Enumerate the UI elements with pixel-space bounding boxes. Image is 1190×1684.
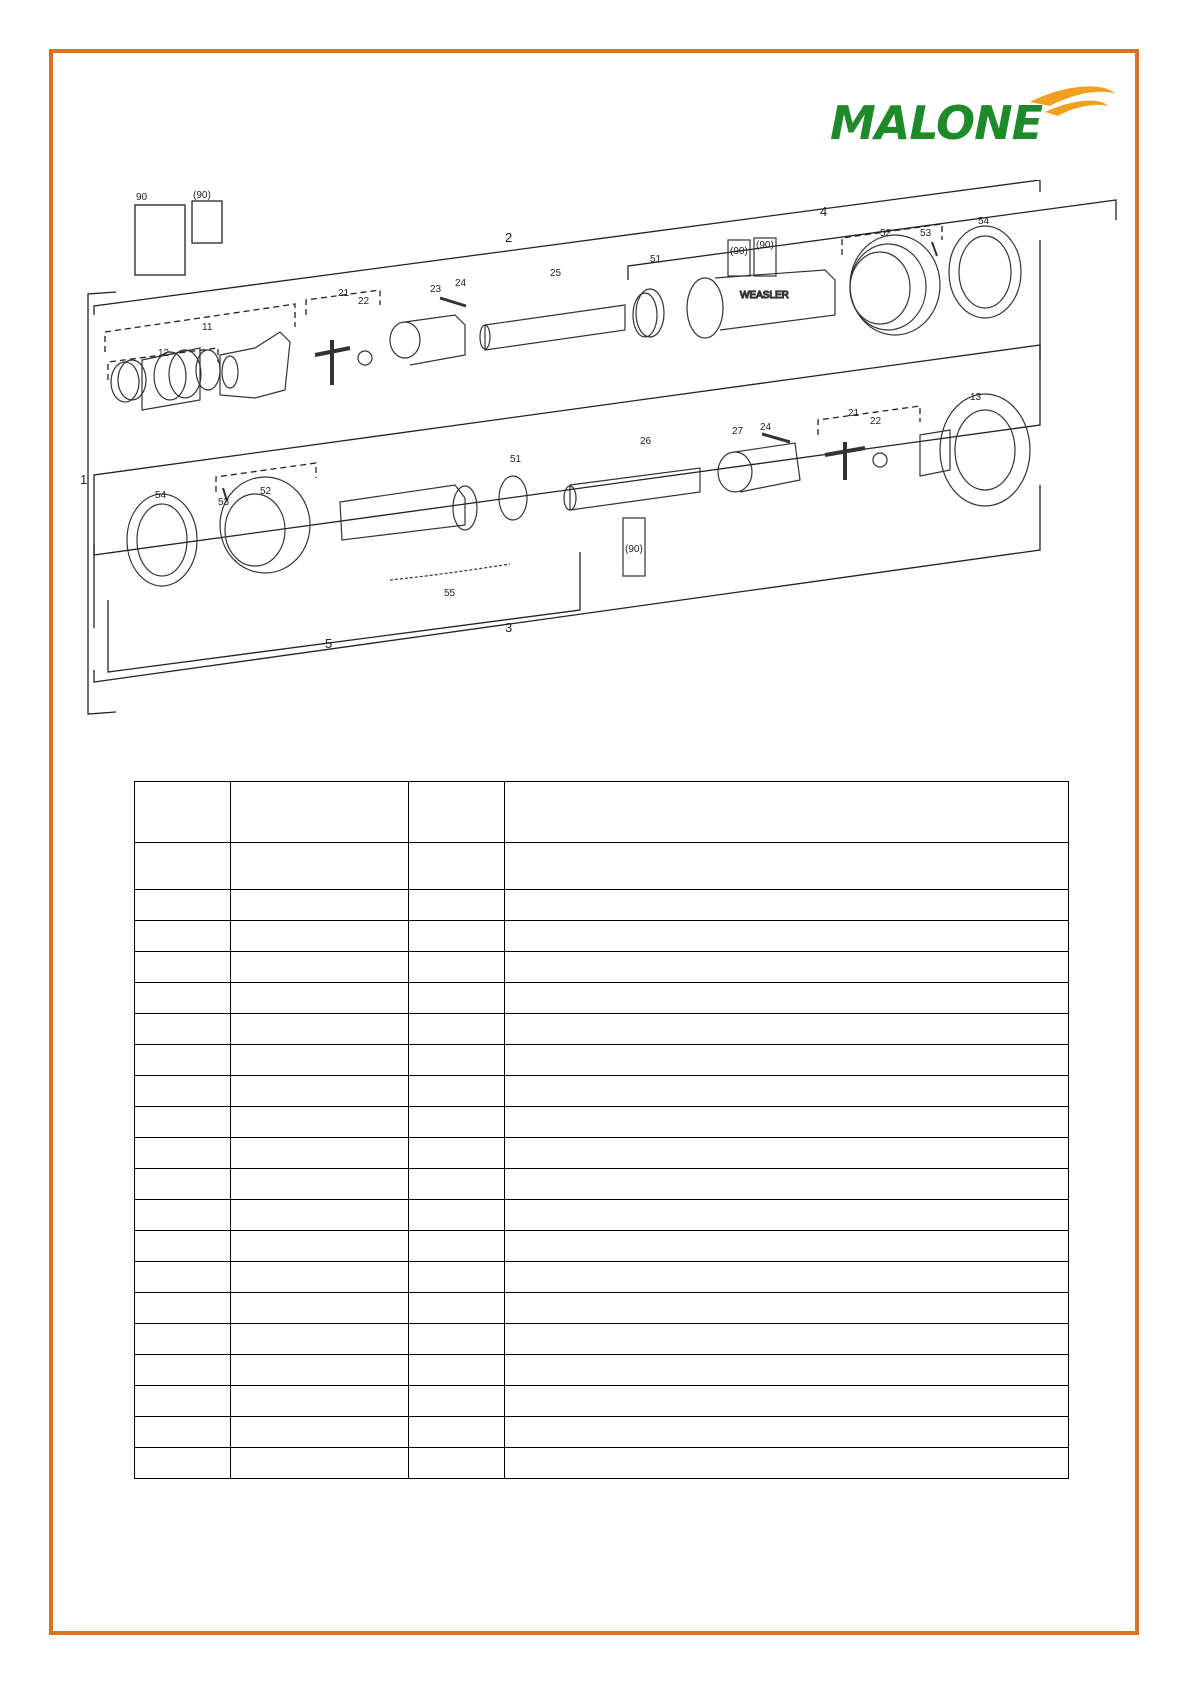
table-cell (409, 983, 505, 1014)
table-cell (505, 921, 1069, 952)
part-label: 52 (260, 486, 272, 497)
table-cell (231, 1045, 409, 1076)
table-cell (231, 983, 409, 1014)
brand-name: MALONE (830, 96, 1043, 150)
table-cell (231, 1262, 409, 1293)
label-assembly-5: 5 (325, 636, 333, 651)
table-cell (135, 1386, 231, 1417)
part-label: 54 (978, 216, 990, 227)
label-assembly-1: 1 (80, 472, 88, 487)
table-cell (231, 1231, 409, 1262)
part-label: 24 (455, 278, 467, 289)
part-label: 54 (155, 490, 167, 501)
table-cell (409, 843, 505, 890)
table-cell (135, 1324, 231, 1355)
table-cell (135, 1355, 231, 1386)
part-label: 26 (640, 436, 652, 447)
table-cell (505, 1169, 1069, 1200)
part-label: 23 (430, 284, 442, 295)
table-cell (135, 843, 231, 890)
table-cell (505, 1231, 1069, 1262)
brand-logo (830, 82, 1120, 152)
table-cell (505, 1045, 1069, 1076)
table-row (135, 1169, 1069, 1200)
part-label: (90) (193, 190, 211, 201)
label-assembly-3: 3 (505, 620, 513, 635)
table-row (135, 1014, 1069, 1045)
table-cell (505, 1076, 1069, 1107)
table-cell (505, 890, 1069, 921)
table-cell (409, 1355, 505, 1386)
table-cell (135, 1045, 231, 1076)
table-cell (409, 1417, 505, 1448)
part-label: 11 (202, 322, 213, 333)
table-cell (231, 1138, 409, 1169)
table-cell (231, 843, 409, 890)
table-cell (135, 1200, 231, 1231)
table-cell (231, 1169, 409, 1200)
table-cell (409, 1076, 505, 1107)
table-cell (409, 1200, 505, 1231)
table-cell (231, 1417, 409, 1448)
table-cell (409, 952, 505, 983)
table-cell (505, 952, 1069, 983)
table-row (135, 890, 1069, 921)
table-header-row (135, 782, 1069, 843)
label-assembly-4: 4 (820, 204, 828, 219)
table-cell (135, 983, 231, 1014)
part-label: (90) (756, 240, 774, 251)
table-header-cell (135, 782, 231, 843)
table-cell (409, 1293, 505, 1324)
table-cell (505, 1355, 1069, 1386)
part-label: 90 (136, 192, 148, 203)
table-row (135, 1324, 1069, 1355)
part-label: 22 (870, 416, 882, 427)
table-cell (409, 1138, 505, 1169)
table-cell (505, 1417, 1069, 1448)
exploded-parts-diagram (80, 180, 1150, 720)
part-label: 55 (444, 588, 456, 599)
table-cell (135, 1231, 231, 1262)
table-cell (409, 1324, 505, 1355)
table-cell (135, 1293, 231, 1324)
table-cell (409, 1014, 505, 1045)
part-label: (90) (730, 246, 748, 257)
table-cell (135, 1169, 231, 1200)
part-label: 53 (920, 228, 932, 239)
table-cell (409, 1045, 505, 1076)
part-label: (90) (625, 544, 643, 555)
table-cell (409, 1262, 505, 1293)
table-cell (135, 921, 231, 952)
table-cell (231, 1355, 409, 1386)
table-cell (231, 1448, 409, 1479)
table-row (135, 1355, 1069, 1386)
table-cell (409, 1386, 505, 1417)
table-row (135, 1045, 1069, 1076)
table-cell (505, 1324, 1069, 1355)
table-cell (505, 843, 1069, 890)
table-row (135, 921, 1069, 952)
table-row (135, 1448, 1069, 1479)
part-label: 21 (848, 408, 860, 419)
part-label: 22 (358, 296, 370, 307)
table-cell (135, 1107, 231, 1138)
table-cell (505, 1107, 1069, 1138)
table-row (135, 983, 1069, 1014)
table-cell (505, 983, 1069, 1014)
table-cell (231, 890, 409, 921)
table-cell (135, 1448, 231, 1479)
table-header-cell (231, 782, 409, 843)
table-header-cell (505, 782, 1069, 843)
part-label: 51 (510, 454, 522, 465)
table-cell (409, 1448, 505, 1479)
table-cell (135, 952, 231, 983)
table-cell (231, 1386, 409, 1417)
table-row (135, 1138, 1069, 1169)
table-cell (135, 1076, 231, 1107)
table-row (135, 1417, 1069, 1448)
table-cell (135, 890, 231, 921)
table-cell (409, 1169, 505, 1200)
table-cell (409, 1107, 505, 1138)
table-cell (231, 952, 409, 983)
part-label: 21 (338, 288, 350, 299)
parts-table (134, 781, 1069, 1479)
table-cell (231, 1293, 409, 1324)
table-row (135, 1107, 1069, 1138)
table-cell (505, 1293, 1069, 1324)
table-cell (231, 1200, 409, 1231)
table-row (135, 1231, 1069, 1262)
label-assembly-2: 2 (505, 230, 513, 245)
svg-text:WEASLER: WEASLER (740, 290, 789, 301)
table-row (135, 1293, 1069, 1324)
table-cell (505, 1200, 1069, 1231)
table-cell (505, 1014, 1069, 1045)
table-row (135, 1076, 1069, 1107)
table-cell (231, 1014, 409, 1045)
part-label: 12 (158, 348, 170, 359)
table-cell (409, 1231, 505, 1262)
table-header-cell (409, 782, 505, 843)
table-cell (231, 1107, 409, 1138)
table-cell (231, 921, 409, 952)
table-row (135, 843, 1069, 890)
table-cell (409, 921, 505, 952)
table-cell (231, 1324, 409, 1355)
part-label: 13 (970, 392, 982, 403)
table-row (135, 1386, 1069, 1417)
table-cell (231, 1076, 409, 1107)
table-row (135, 1200, 1069, 1231)
table-cell (135, 1262, 231, 1293)
table-row (135, 1262, 1069, 1293)
table-row (135, 952, 1069, 983)
part-label: 52 (880, 228, 892, 239)
table-cell (135, 1138, 231, 1169)
part-label: 27 (732, 426, 744, 437)
table-cell (505, 1448, 1069, 1479)
table-cell (505, 1262, 1069, 1293)
part-label: 53 (218, 497, 230, 508)
table-cell (409, 890, 505, 921)
table-cell (135, 1014, 231, 1045)
part-label: 25 (550, 268, 562, 279)
part-label: 24 (760, 422, 772, 433)
table-cell (505, 1138, 1069, 1169)
table-cell (505, 1386, 1069, 1417)
table-cell (135, 1417, 231, 1448)
part-label: 51 (650, 254, 662, 265)
